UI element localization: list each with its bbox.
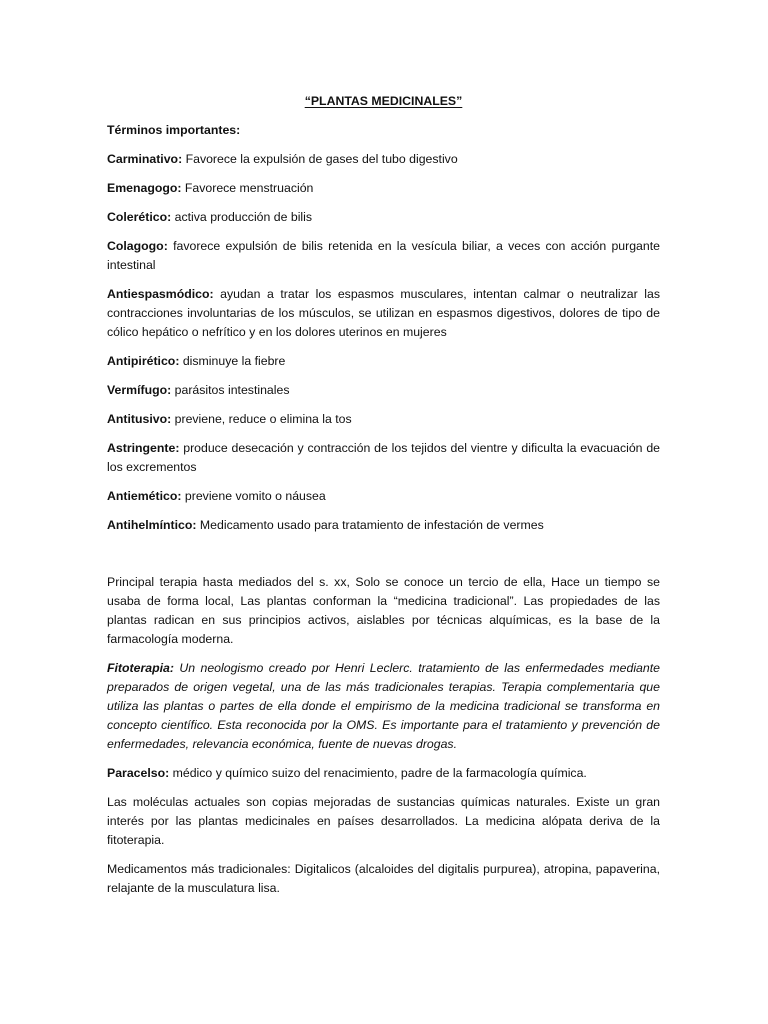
definition-carminativo <box>107 150 660 169</box>
definition-antipiretico <box>107 352 660 371</box>
definition-term: Colerético: <box>107 210 172 224</box>
definition-text: Favorece menstruación <box>181 181 314 195</box>
definition-term: Antiemético: <box>107 489 182 503</box>
definition-text: Medicamento usado para tratamiento de infestación de vermes <box>196 518 544 532</box>
paracelso-term: Paracelso: <box>107 766 170 780</box>
definition-emenagogo <box>107 179 660 198</box>
definition-colagogo <box>107 237 660 275</box>
section-heading: Términos importantes: <box>107 123 241 137</box>
definition-term: Carminativo: <box>107 152 183 166</box>
definition-text: favorece expulsión de bilis retenida en la vesícula biliar, a veces con acción purgante intestinal <box>107 239 660 272</box>
fitoterapia-term: Fitoterapia: <box>107 661 174 675</box>
definition-term: Astringente: <box>107 441 180 455</box>
definition-term: Antiespasmódico: <box>107 287 214 301</box>
document-body <box>107 92 660 908</box>
definition-vermifugo <box>107 381 660 400</box>
definition-astringente <box>107 439 660 477</box>
paracelso-paragraph <box>107 764 660 783</box>
definition-term: Emenagogo: <box>107 181 182 195</box>
definition-term: Antipirético: <box>107 354 180 368</box>
fitoterapia-text: Un neologismo creado por Henri Leclerc. tratamiento de las enfermedades mediante preparados de origen vegetal, una de las más tradicionales terapias. Terapia complementaria que utiliza las plantas o partes de ella donde el empirismo de la medicina tradicional se transforma en concepto científico. Esta reconocida por la OMS. Es importante para el tratamiento y prevención de enfermedades, relevancia económica, fuente de nuevas drogas. <box>107 661 660 751</box>
intro-paragraph: Principal terapia hasta mediados del s. xx, Solo se conoce un tercio de ella, Hace un tiempo se usaba de forma local, Las plantas conforman la “medicina tradicional”. Las propiedades de las plantas radican en sus principios activos, aislables por técnicas alquímicas, es la base de la farmacología moderna. <box>107 575 660 646</box>
definition-term: Colagogo: <box>107 239 168 253</box>
definition-text: Favorece la expulsión de gases del tubo digestivo <box>182 152 458 166</box>
definition-text: previene, reduce o elimina la tos <box>171 412 352 426</box>
definition-term: Vermífugo: <box>107 383 172 397</box>
definition-term: Antitusivo: <box>107 412 172 426</box>
definition-coleretico <box>107 208 660 227</box>
paracelso-text: médico y químico suizo del renacimiento, padre de la farmacología química. <box>169 766 587 780</box>
definition-text: previene vomito o náusea <box>181 489 326 503</box>
moleculas-paragraph: Las moléculas actuales son copias mejoradas de sustancias químicas naturales. Existe un gran interés por las plantas medicinales en países desarrollados. La medicina alópata deriva de la fitoterapia. <box>107 795 660 847</box>
definition-text: disminuye la fiebre <box>179 354 286 368</box>
definition-text: activa producción de bilis <box>171 210 313 224</box>
definition-text: ayudan a tratar los espasmos musculares, intentan calmar o neutralizar las contracciones involuntarias de los músculos, se utilizan en espasmos digestivos, dolores de tipo de cólico hepático o nefrítico y en los dolores uterinos en mujeres <box>107 287 660 339</box>
definition-term: Antihelmíntico: <box>107 518 197 532</box>
section-spacer <box>107 545 660 573</box>
fitoterapia-paragraph <box>107 659 660 754</box>
definition-antihelmintico <box>107 516 660 535</box>
medicamentos-paragraph: Medicamentos más tradicionales: Digitalicos (alcaloides del digitalis purpurea), atropina, papaverina, relajante de la musculatura lisa. <box>107 862 660 895</box>
document-title: “PLANTAS MEDICINALES” <box>304 94 463 108</box>
definition-antiemetico <box>107 487 660 506</box>
definition-antiespasmodico <box>107 285 660 342</box>
definition-text: produce desecación y contracción de los tejidos del vientre y dificulta la evacuación de los excrementos <box>107 441 660 474</box>
definition-text: parásitos intestinales <box>171 383 290 397</box>
definition-antitusivo <box>107 410 660 429</box>
